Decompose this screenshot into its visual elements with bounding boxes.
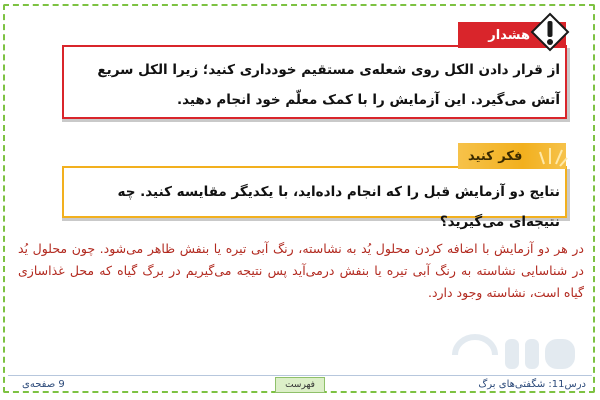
- page-count: 9 صفحه‌ی: [22, 379, 65, 390]
- exclamation-icon: [530, 12, 570, 52]
- lightbulb-rays-icon: [538, 144, 568, 168]
- lesson-title: درس11: شگفتی‌های برگ: [478, 379, 586, 390]
- watermark-logo: [445, 325, 585, 375]
- index-button[interactable]: فهرست: [275, 377, 325, 393]
- warning-title: هشدار: [488, 27, 530, 43]
- footer-divider: [8, 375, 592, 376]
- answer-text: در هر دو آزمایش با اضافه کردن محلول یُد به نشاسته، رنگ آبی تیره یا بنفش ظاهر می‌شود. چون محلول یُد در شناسایی نشاسته به رنگ آبی تیره یا بنفش درمی‌آید پس نتیجه می‌گیریم در برگ گیاه که محل غذاسازی گیاه است، نشاسته وجود دارد.: [18, 241, 584, 300]
- think-title: فکر کنید: [468, 148, 523, 164]
- think-text: نتایج دو آزمایش قبل را که انجام داده‌اید، با یکدیگر مقایسه کنید. چه نتیجه‌ای می‌گیرید؟: [117, 184, 560, 230]
- warning-text: از قرار دادن الکل روی شعله‌ی مستقیم خودداری کنید؛ زیرا الکل سریع آتش می‌گیرد. این آزمایش را با کمک معلّم خود انجام دهید.: [97, 62, 560, 108]
